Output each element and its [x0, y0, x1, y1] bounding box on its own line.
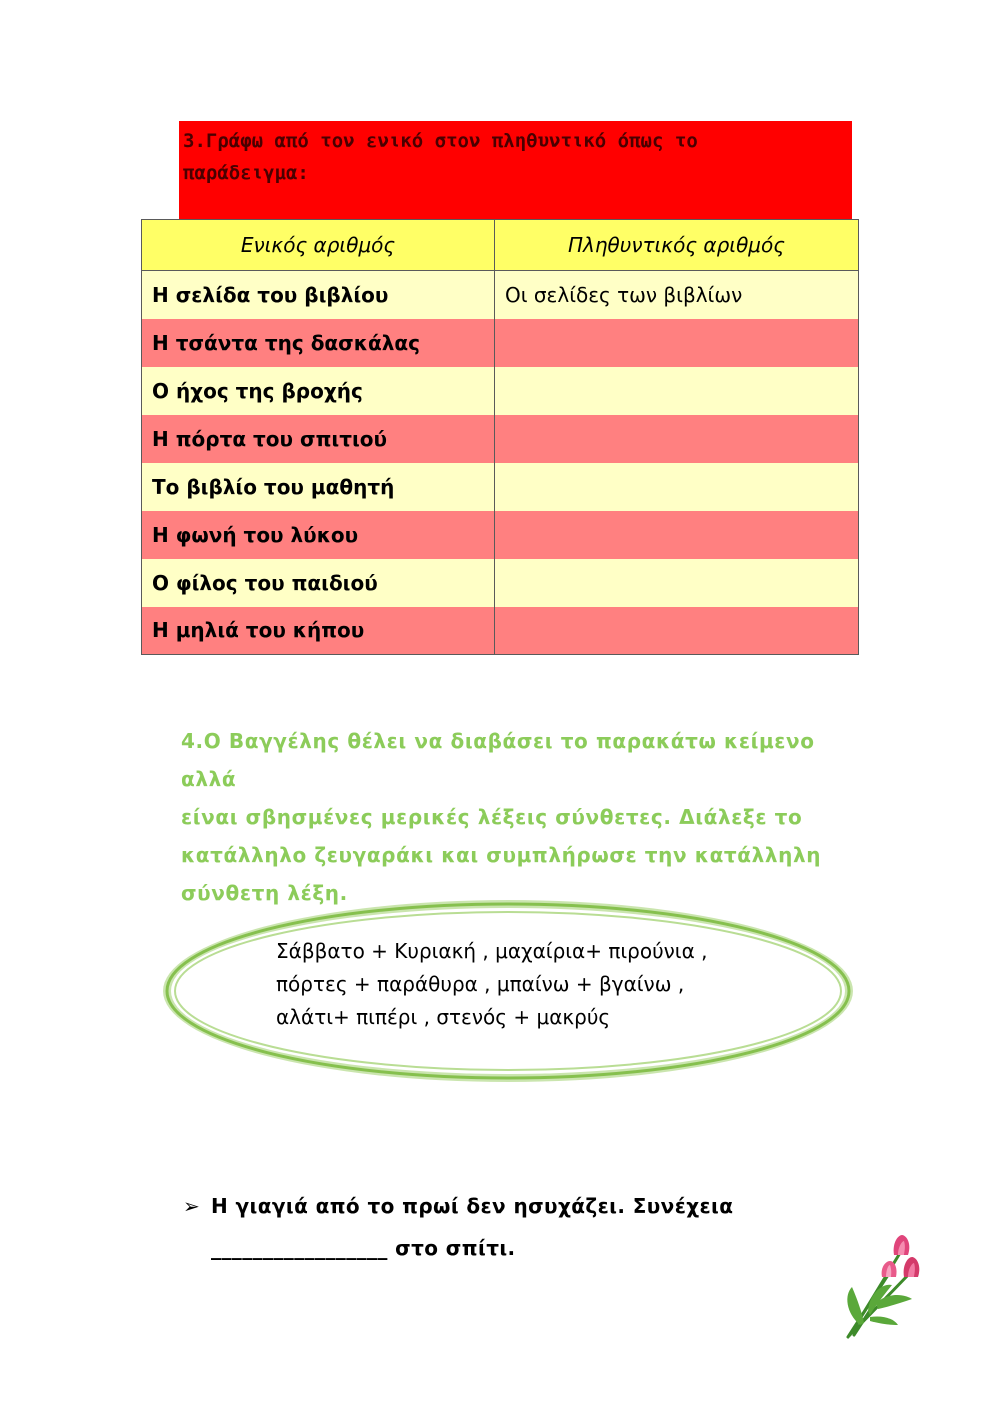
plural-answer-field[interactable] — [495, 607, 859, 655]
plural-answer-field[interactable] — [495, 319, 859, 367]
sentence-line-2-blank[interactable]: _________________ στο σπίτι. — [211, 1236, 516, 1260]
table-row — [142, 607, 859, 655]
word-pairs-line: αλάτι+ πιπέρι , στενός + μακρύς — [276, 1005, 611, 1029]
arrow-bullet-icon: ➢ — [183, 1194, 201, 1218]
exercise-3-title-line-2: παράδειγμα: — [183, 162, 309, 184]
singular-cell: Η πόρτα του σπιτιού — [142, 415, 495, 463]
table-row — [142, 367, 859, 415]
plural-answer-field[interactable] — [495, 511, 859, 559]
exercise-4-line: σύνθετη λέξη. — [181, 881, 348, 905]
exercise-4-instructions — [181, 722, 861, 912]
exercise-4-line: 4.Ο Βαγγέλης θέλει να διαβάσει το παρακάτω κείμενο αλλά — [181, 729, 815, 791]
singular-cell: Η τσάντα της δασκάλας — [142, 319, 495, 367]
plural-answer-field[interactable] — [495, 463, 859, 511]
plural-answer-field[interactable] — [495, 415, 859, 463]
exercise-3-title-line-1: 3.Γράφω από τον ενικό στον πληθυντικό όπως το — [183, 130, 698, 152]
table-row — [142, 319, 859, 367]
plural-cell: Οι σελίδες των βιβλίων — [495, 271, 859, 319]
exercise-4-line: είναι σβησμένες μερικές λέξεις σύνθετες. Διάλεξε το — [181, 805, 803, 829]
table-row — [142, 559, 859, 607]
tulip-bouquet-icon — [840, 1225, 930, 1343]
singular-cell: Η μηλιά του κήπου — [142, 607, 495, 655]
word-pairs-line: πόρτες + παράθυρα , μπαίνω + βγαίνω , — [276, 972, 685, 996]
table-header-row — [142, 220, 859, 271]
exercise-3-title — [179, 121, 852, 219]
exercise-4-line: κατάλληλο ζευγαράκι και συμπλήρωσε την κατάλληλη — [181, 843, 822, 867]
fill-in-sentence — [183, 1185, 883, 1269]
header-plural: Πληθυντικός αριθμός — [495, 220, 859, 271]
header-singular: Ενικός αριθμός — [142, 220, 495, 271]
table-row — [142, 271, 859, 319]
singular-cell: Η φωνή του λύκου — [142, 511, 495, 559]
singular-cell: Το βιβλίο του μαθητή — [142, 463, 495, 511]
table-row — [142, 463, 859, 511]
table-row — [142, 511, 859, 559]
singular-cell: Ο φίλος του παιδιού — [142, 559, 495, 607]
word-pairs-text — [276, 935, 746, 1034]
table-row — [142, 415, 859, 463]
singular-cell: Ο ήχος της βροχής — [142, 367, 495, 415]
word-pairs-line: Σάββατο + Κυριακή , μαχαίρια+ πιρούνια , — [276, 939, 708, 963]
singular-cell: Η σελίδα του βιβλίου — [142, 271, 495, 319]
plural-answer-field[interactable] — [495, 367, 859, 415]
sentence-line-1: Η γιαγιά από το πρωί δεν ησυχάζει. Συνέχεια — [211, 1194, 734, 1218]
singular-plural-table — [141, 219, 859, 655]
plural-answer-field[interactable] — [495, 559, 859, 607]
